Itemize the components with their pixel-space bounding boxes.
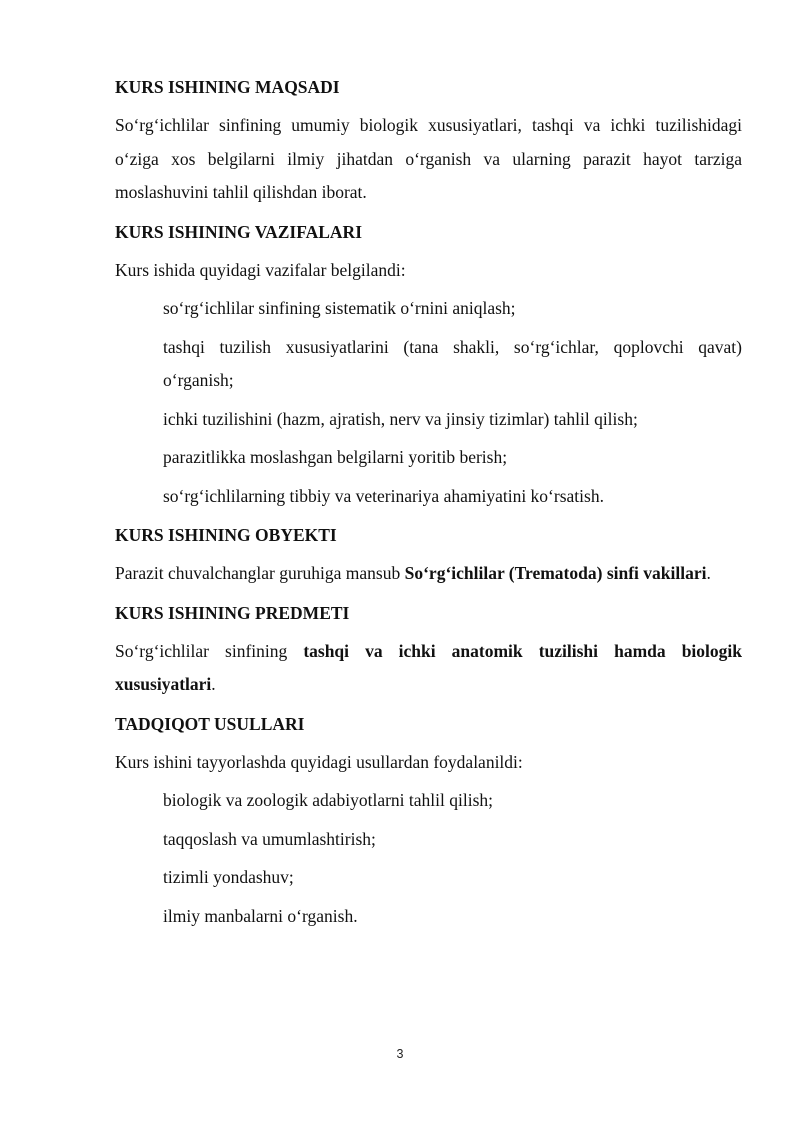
obyekt-text-before: Parazit chuvalchanglar guruhiga mansub — [115, 563, 405, 583]
list-item: ichki tuzilishini (hazm, ajratish, nerv va jinsiy tizimlar) tahlil qilish; — [163, 408, 638, 429]
predmet-text-bold: tashqi va ichki anatomik tuzilishi hamda biologik xususiyatlari — [115, 640, 742, 694]
paragraph-usullar-intro: Kurs ishini tayyorlashda quyidagi usullardan foydalanildi: — [115, 751, 523, 772]
section-heading-predmet: KURS ISHINING PREDMETI — [115, 602, 350, 623]
paragraph-vazifalar-intro: Kurs ishida quyidagi vazifalar belgilandi: — [115, 259, 406, 280]
paragraph-obyekt — [115, 557, 742, 591]
section-heading-vazifalar: KURS ISHINING VAZIFALARI — [115, 221, 363, 242]
list-item: taqqoslash va umumlashtirish; — [163, 828, 376, 849]
section-heading-obyekt: KURS ISHINING OBYEKTI — [115, 525, 337, 545]
list-item: biologik va zoologik adabiyotlarni tahlil qilish; — [163, 790, 494, 810]
obyekt-text-after: . — [706, 563, 711, 583]
document-page — [115, 70, 742, 938]
paragraph-maqsad: So‘rg‘ichlilar sinfining umumiy biologik xususiyatlari, tashqi va ichki tuzilishidagi o‘ziga xos belgilarni ilmiy jihatdan o‘rganish va ularning parazit hayot tarziga moslashuvini tahlil qilishdan iborat. — [115, 115, 742, 202]
paragraph-predmet — [115, 635, 742, 702]
vazifalar-list — [115, 292, 742, 513]
list-item: tashqi tuzilish xususiyatlarini (tana shakli, so‘rg‘ichlar, qoplovchi qavat) o‘rganish; — [163, 336, 742, 390]
obyekt-text-bold: So‘rg‘ichlilar (Trematoda) sinfi vakillari — [404, 563, 707, 583]
usullar-list — [115, 784, 742, 933]
predmet-text-before: So‘rg‘ichlilar sinfining — [115, 640, 304, 661]
list-item: tizimli yondashuv; — [163, 867, 294, 887]
section-heading-maqsad: KURS ISHINING MAQSADI — [115, 77, 340, 97]
list-item: so‘rg‘ichlilarning tibbiy va veterinariya ahamiyatini ko‘rsatish. — [163, 485, 604, 506]
page-number: 3 — [396, 1047, 404, 1061]
list-item: parazitlikka moslashgan belgilarni yoritib berish; — [163, 447, 508, 467]
list-item: ilmiy manbalarni o‘rganish. — [163, 905, 358, 926]
predmet-text-after: . — [211, 674, 216, 694]
list-item: so‘rg‘ichlilar sinfining sistematik o‘rnini aniqlash; — [163, 298, 516, 318]
section-heading-usullar: TADQIQOT USULLARI — [115, 713, 305, 734]
